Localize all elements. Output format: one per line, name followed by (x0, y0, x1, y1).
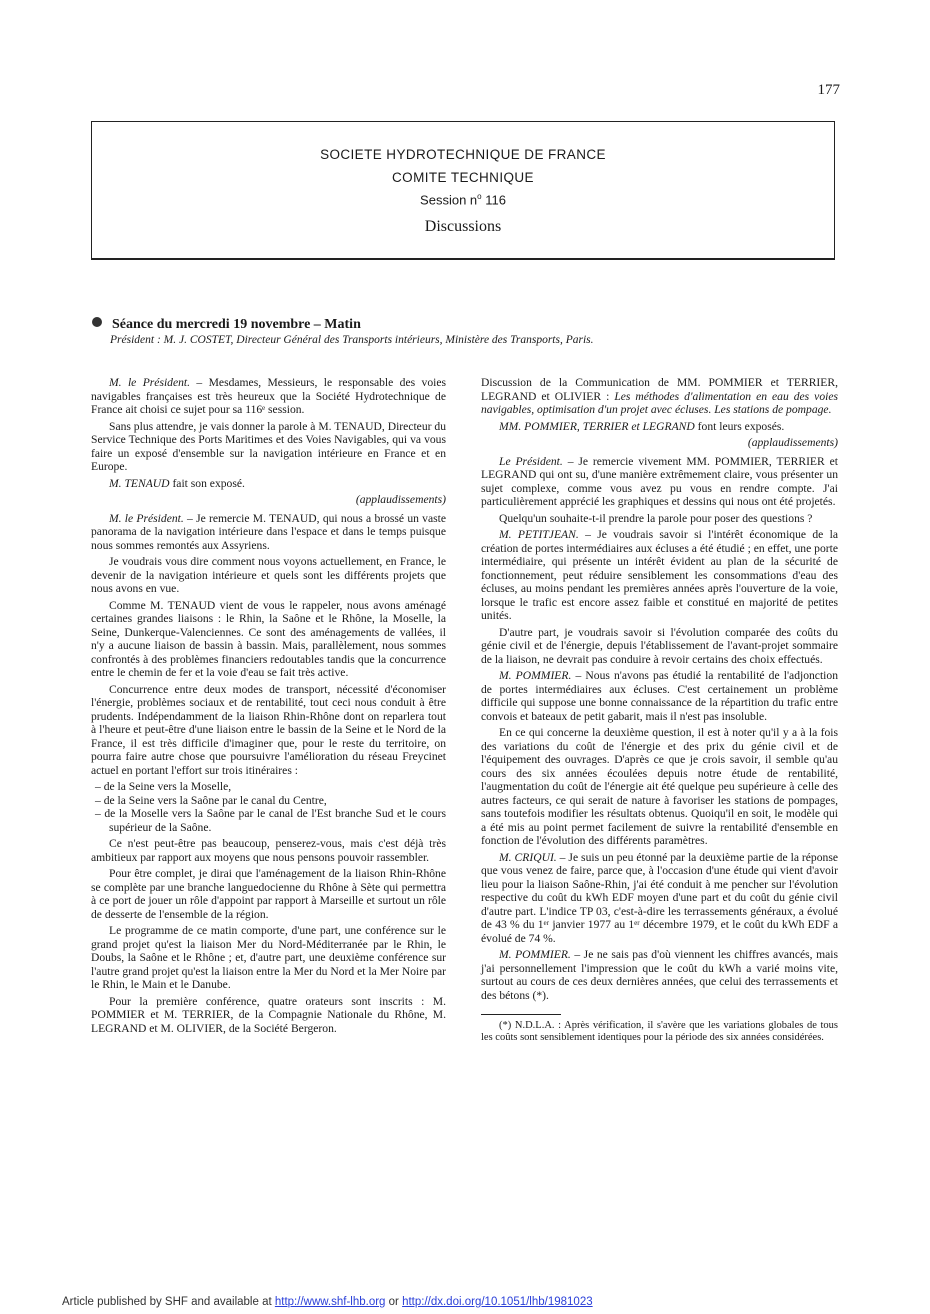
footer-prefix: Article published by SHF and available at (62, 1296, 275, 1308)
meeting-title: Séance du mercredi 19 novembre – Matin (112, 317, 361, 332)
bullet-icon (92, 317, 102, 327)
paragraph (91, 477, 446, 491)
discussion-intro (481, 376, 838, 417)
right-column (481, 376, 838, 1044)
speaker: M. le Président. (109, 376, 191, 389)
paragraph (91, 512, 446, 553)
paper-title: Les méthodes d'alimentation en eau des voies navigables, optimisation d'un projet avec écluses. Les stations de pompage. (481, 389, 838, 416)
list-item: – de la Seine vers la Moselle, (95, 780, 232, 793)
applause-note: (applaudissements) (355, 493, 446, 506)
itinerary-list (91, 780, 446, 834)
paragraph (481, 851, 838, 946)
publication-footer (62, 1296, 593, 1308)
speaker: Le Président. (499, 454, 563, 468)
list-item: – de la Seine vers la Saône par le canal du Centre, (95, 793, 327, 807)
intro-text: Discussion de la Communication de MM. POMMIER et TERRIER, LEGRAND et OLIVIER : (481, 376, 838, 403)
left-column (91, 376, 446, 1038)
paragraph-text: – Je suis un peu étonné par la deuxième partie de la réponse que vous venez de faire, parce que, à l'occasion d'une étude qui vient d'avoir lieu pour la liaison Saône-Rhin, j'ai été conduit à me pencher sur l'évolution respective du coût du kWh EDF moyen d'une part et du coût du génie civil d'autre part. L'indice TP 03, c'est-à-dire les terrassements généraux, a évolué de 43 % du 1ᵉʳ janvier 1977 au 1ᵉʳ décembre 1979, et le coût du kWh EDF a évolué de 74 %. (481, 850, 838, 945)
paragraph: Comme M. TENAUD vient de vous le rappeler, nous avons aménagé certaines grandes liaisons : le Rhin, la Saône et le Rhône, la Moselle, la Seine, Dunkerque-Valenciennes. Ce sont des aménagements de vallées, il n'y a aucune liaison de bassin à bassin. Mais, parallèlement, nous sommes confrontés à des problèmes financiers redoutables tandis que la concurrence entre le chemin de fer et la voie d'eau se fait très active. (91, 598, 446, 679)
paragraph: D'autre part, je voudrais savoir si l'évolution comparée des coûts du génie civil et de l'énergie, depuis l'établissement de l'avant-projet sommaire de la liaison, ne devrait pas conduire à revoir certains des choix effectués. (481, 625, 838, 666)
paragraph: Sans plus attendre, je vais donner la parole à M. TENAUD, Directeur du Service Technique des Ports Maritimes et des Voies Navigables, qui va vous faire un exposé d'ensemble sur la navigation intérieure en France et en Europe. (91, 419, 446, 473)
speaker: M. le Président. (109, 511, 184, 525)
paragraph: Pour la première conférence, quatre orateurs sont inscrits : M. POMMIER et M. TERRIER, de la Compagnie Nationale du Rhône, M. LEGRAND et M. OLIVIER, de la Société Bergeron. (91, 994, 446, 1035)
speaker: M. PETITJEAN. (499, 528, 579, 541)
footnote: (*) N.D.L.A. : Après vérification, il s'avère que les variations globales de tous les coûts sont sensiblement identiques pour la période des six années considérées. (481, 1020, 838, 1043)
meeting-heading (92, 317, 852, 346)
committee-title: COMITE TECHNIQUE (392, 170, 534, 185)
paragraph-text: – Je remercie M. TENAUD, qui nous a brossé un vaste panorama de la navigation intérieure dans l'espace et dans le temps puisque nous sommes remontés aux Assyriens. (91, 511, 446, 552)
paragraph: Le programme de ce matin comporte, d'une part, une conférence sur le grand projet qu'est la liaison Mer du Nord-Méditerranée par le Rhin, le Doubs, la Saône et le Rhône ; et, d'autre part, une deuxième conférence sur l'autre grand projet qu'est la liaison entre la Mer du Nord et la Mer Noire par le Rhin, le Main et le Danube. (91, 924, 446, 991)
paragraph (481, 669, 838, 723)
paragraph: Pour être complet, je dirai que l'aménagement de la liaison Rhin-Rhône se complète par une branche languedocienne du Rhône à Sète qui permettra à ce port de jouer un rôle d'appoint par rapport à Marseille et surtout un rôle de desserte de l'ensemble de la région. (91, 867, 446, 921)
session-prefix: Session n (420, 192, 478, 208)
paragraph: Je voudrais vous dire comment nous voyons actuellement, en France, le devenir de la navigation intérieure et quels sont les différents projets que nous avons en vue. (91, 555, 446, 595)
speaker: MM. POMMIER, TERRIER et LEGRAND (499, 419, 695, 433)
paragraph: Quelqu'un souhaite-t-il prendre la parole pour poser des questions ? (499, 511, 813, 525)
header-box (91, 121, 835, 260)
list-item: – de la Moselle vers la Saône par le canal de l'Est branche Sud et le cours supérieur de la Saône. (95, 807, 446, 834)
paragraph-text: – Je voudrais savoir si l'intérêt économique de la création de portes intermédiaires aux écluses a été étudié ; en effet, une porte intermédiaire, qui présente un intérêt évident au plan de la sécurité de fonctionnement, peut réduire sensiblement les consommations d'eau des écluses, au moins pendant les premières années après l'ouverture de la voie, lorsque le trafic est encore assez faible et constitué en majorité de petites unités. (481, 528, 838, 622)
paragraph (481, 455, 838, 509)
section-title: Discussions (424, 218, 502, 236)
paragraph-text: – Je remercie vivement MM. POMMIER, TERRIER et LEGRAND qui ont su, d'une manière extrêmement claire, vous présenter un sujet complexe, comme vous avez pu vous en rendre compte. J'ai particulièrement apprécié les graphiques et dessins qui nous ont été projetés. (481, 454, 838, 508)
paragraph: En ce qui concerne la deuxième question, il est à noter qu'il y a à la fois des variations du coût de l'énergie et des prix du génie civil et de l'équipement des ouvrages. D'après ce que je crois savoir, il semble qu'au cours des six années écoulées depuis notre étude de rentabilité, l'augmentation du coût de l'énergie ait été quelque peu supérieure à celle des autres facteurs, ce qui serait de nature à favoriser les stations de pompages, sans toutefois modifier les résultats obtenus. Quoiqu'il en soit, le modèle qui a été mis au point permet facilement de suivre la rentabilité d'ensemble en fonction de l'évolution des différents paramètres. (481, 726, 838, 847)
paragraph: Ce n'est peut-être pas beaucoup, penserez-vous, mais c'est déjà très ambitieux par rapport aux moyens que nous pensons pouvoir rassembler. (91, 837, 446, 864)
speaker: M. POMMIER. (499, 669, 572, 682)
paragraph-text: – Mesdames, Messieurs, le responsable des voies navigables françaises est très heureux que la Société Hydrotechnique de France ait choisi ce sujet pour sa 116ᵉ session. (91, 376, 446, 416)
doi-link[interactable]: http://dx.doi.org/10.1051/lhb/1981023 (402, 1296, 593, 1308)
paragraph-text: fait son exposé. (169, 476, 245, 490)
speaker: M. CRIQUI. (499, 850, 557, 864)
organization-title: SOCIETE HYDROTECHNIQUE DE FRANCE (320, 147, 606, 162)
shf-link[interactable]: http://www.shf-lhb.org (274, 1296, 386, 1308)
session-line (92, 192, 834, 207)
meeting-president: Président : M. J. COSTET, Directeur Général des Transports intérieurs, Ministère des Transports, Paris. (110, 334, 594, 346)
paragraph (481, 528, 838, 623)
footer-middle: or (385, 1296, 403, 1308)
paragraph (481, 948, 838, 1002)
applause-note: (applaudissements) (747, 436, 838, 449)
paragraph (481, 420, 838, 434)
paragraph-text: – Je ne sais pas d'où viennent les chiffres avancés, mais j'ai personnellement l'impression que le coût du kWh a varié moins vite, surtout au cours de ces deux dernières années, que celui des terrassements et des bétons (*). (481, 948, 838, 1002)
speaker: M. TENAUD (109, 476, 170, 490)
page-number: 177 (817, 82, 840, 98)
paragraph: Concurrence entre deux modes de transport, nécessité d'économiser l'énergie, problèmes sociaux et de rentabilité, tout ceci nous conduit à être prudents. Indépendamment de la liaison Rhin-Rhône dont on reparlera tout à l'heure et peut-être d'une liaison entre le bassin de la Seine et le Nord de la France, il est très difficile d'imaginer que, pour le reste du territoire, on pourra faire autre chose que poursuivre l'amélioration du réseau Freycinet actuel en portant l'effort sur trois itinéraires : (91, 682, 446, 777)
session-sup: o (477, 192, 482, 201)
footnote-rule (481, 1014, 561, 1015)
paragraph (91, 376, 446, 417)
speaker: M. POMMIER. (499, 948, 571, 961)
paragraph-text: font leurs exposés. (694, 419, 785, 433)
session-number: 116 (481, 192, 506, 208)
meeting-title-line (92, 317, 852, 333)
paragraph-text: – Nous n'avons pas étudié la rentabilité de l'adjonction de portes intermédiaires aux écluses. C'est certainement un problème difficile qui suppose une bonne connaissance de la répartition du trafic entre convois et bateaux de petit gabarit, mais il n'est pas insoluble. (481, 669, 838, 723)
